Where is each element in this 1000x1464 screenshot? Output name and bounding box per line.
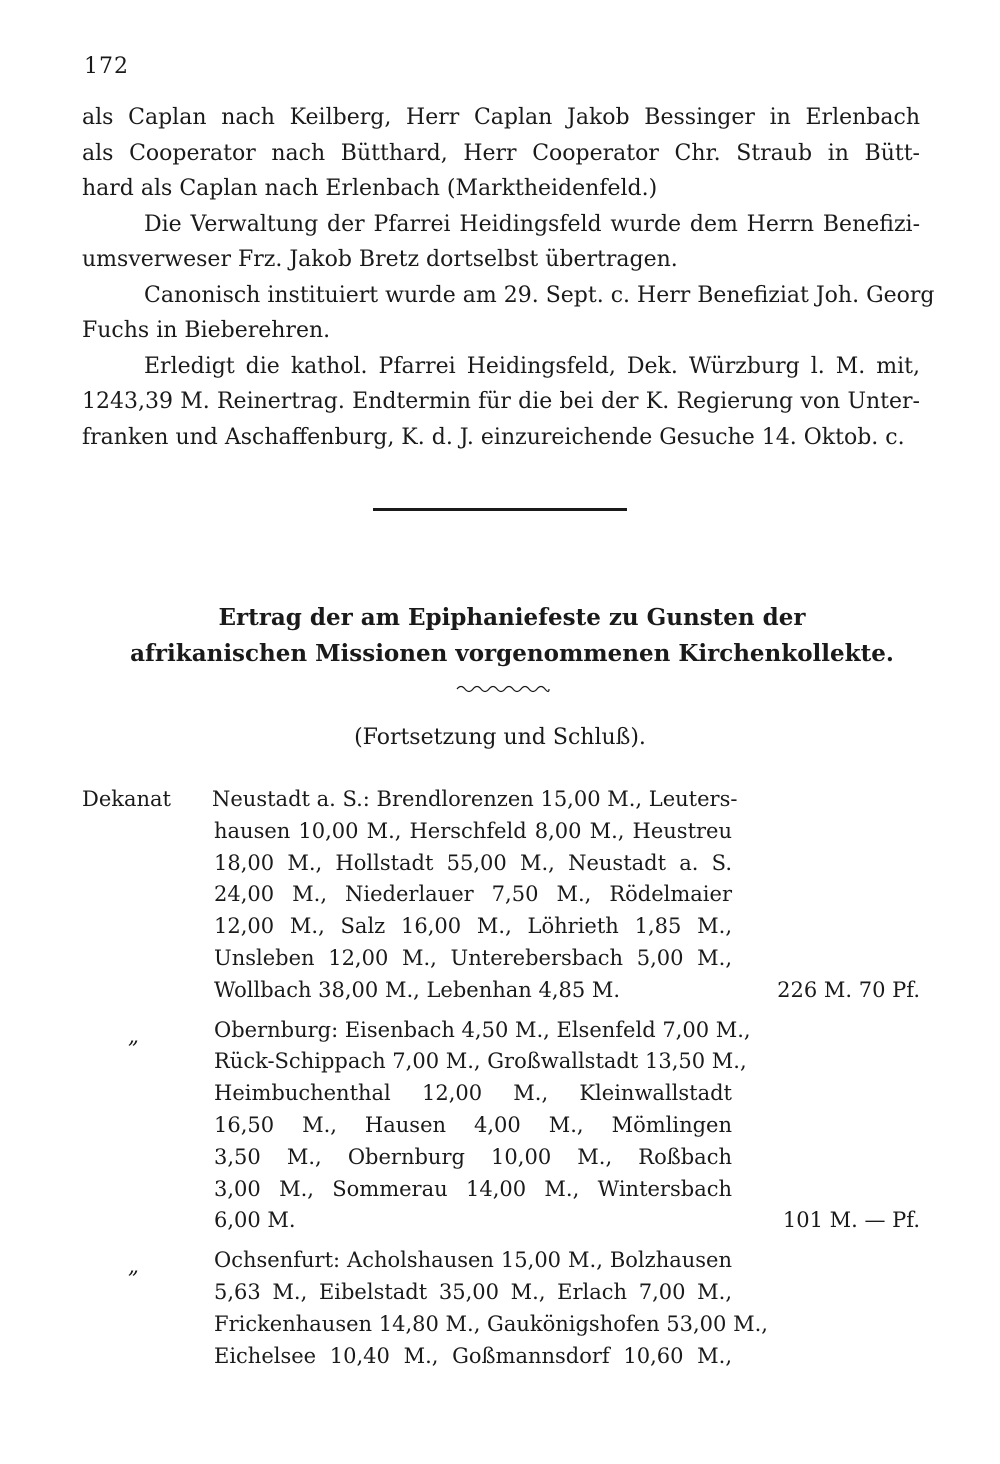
text-line: 3,00 M., Sommerau 14,00 M., Wintersbach xyxy=(214,1176,732,1201)
text-line: Unsleben 12,00 M., Unterebersbach 5,00 M., xyxy=(214,945,732,970)
text-line: 12,00 M., Salz 16,00 M., Löhrieth 1,85 M., xyxy=(214,914,732,939)
text-line: Wollbach 38,00 M., Lebenhan 4,85 M. xyxy=(214,977,621,1002)
paragraph xyxy=(82,207,920,278)
entry-prefix: Dekanat xyxy=(82,787,171,811)
text-line: als Cooperator nach Bütthard, Herr Cooperator Chr. Straub in Bütt- xyxy=(82,140,920,166)
top-paragraphs xyxy=(82,100,935,455)
list-item xyxy=(82,1245,920,1372)
text-line: Eichelsee 10,40 M., Goßmannsdorf 10,60 M., xyxy=(214,1343,732,1368)
text-line: umsverweser Frz. Jakob Bretz dortselbst übertragen. xyxy=(82,247,678,272)
paragraph xyxy=(82,100,920,207)
entry-body xyxy=(214,1245,768,1372)
text-line: hausen 10,00 M., Herschfeld 8,00 M., Heustreu xyxy=(214,818,732,843)
text-line: 18,00 M., Hollstadt 55,00 M., Neustadt a. S. xyxy=(214,850,732,875)
text-line: hard als Caplan nach Erlenbach (Marktheidenfeld.) xyxy=(82,176,658,201)
text-line: Ochsenfurt: Acholshausen 15,00 M., Bolzhausen xyxy=(214,1248,732,1273)
heading-line-1: Ertrag der am Epiphaniefeste zu Gunsten der xyxy=(218,604,806,631)
paragraph xyxy=(82,349,920,456)
ornament-squiggle-icon xyxy=(455,682,551,696)
text-line: 5,63 M., Eibelstadt 35,00 M., Erlach 7,00 M., xyxy=(214,1279,732,1304)
text-line: Die Verwaltung der Pfarrei Heidingsfeld wurde dem Herrn Benefizi- xyxy=(144,211,920,237)
list-item xyxy=(82,1015,920,1238)
text-line: Rück-Schippach 7,00 M., Großwallstadt 13,50 M., xyxy=(214,1049,747,1074)
text-line: 24,00 M., Niederlauer 7,50 M., Rödelmaier xyxy=(214,882,732,907)
entry-body xyxy=(214,1015,751,1238)
text-line: Heimbuchenthal 12,00 M., Kleinwallstadt xyxy=(214,1081,732,1106)
ditto-mark: „ xyxy=(128,1254,139,1279)
entry-body xyxy=(212,784,738,1007)
text-line: 16,50 M., Hausen 4,00 M., Mömlingen xyxy=(214,1112,732,1137)
list-item xyxy=(82,784,920,1007)
text-line: Fuchs in Bieberehren. xyxy=(82,318,331,343)
text-line: franken und Aschaffenburg, K. d. J. einzureichende Gesuche 14. Oktob. c. xyxy=(82,424,905,450)
text-line: Canonisch instituiert wurde am 29. Sept. c. Herr Benefiziat Joh. Georg xyxy=(144,282,935,308)
section-divider xyxy=(373,508,627,511)
ditto-mark: „ xyxy=(128,1023,139,1048)
entry-amount: 101 M. — Pf. xyxy=(782,1208,920,1233)
entry-amount: 226 M. 70 Pf. xyxy=(777,977,920,1002)
collection-list xyxy=(82,784,920,1380)
page-number: 172 xyxy=(84,54,129,79)
text-line: Neustadt a. S.: Brendlorenzen 15,00 M., Leuters- xyxy=(212,787,738,811)
section-heading xyxy=(100,600,924,672)
text-line: Obernburg: Eisenbach 4,50 M., Elsenfeld 7,00 M., xyxy=(214,1017,751,1042)
text-line: als Caplan nach Keilberg, Herr Caplan Jakob Bessinger in Erlenbach xyxy=(82,105,920,130)
text-line: 3,50 M., Obernburg 10,00 M., Roßbach xyxy=(214,1144,732,1169)
text-line: 6,00 M. xyxy=(214,1208,296,1233)
paragraph xyxy=(82,278,935,349)
text-line: Frickenhausen 14,80 M., Gaukönigshofen 53,00 M., xyxy=(214,1311,768,1336)
heading-line-2: afrikanischen Missionen vorgenommenen Kirchenkollekte. xyxy=(130,640,894,667)
subtitle: (Fortsetzung und Schluß). xyxy=(354,725,646,750)
text-line: Erledigt die kathol. Pfarrei Heidingsfeld, Dek. Würzburg l. M. mit, xyxy=(144,353,920,379)
text-line: 1243,39 M. Reinertrag. Endtermin für die bei der K. Regierung von Unter- xyxy=(82,389,920,414)
